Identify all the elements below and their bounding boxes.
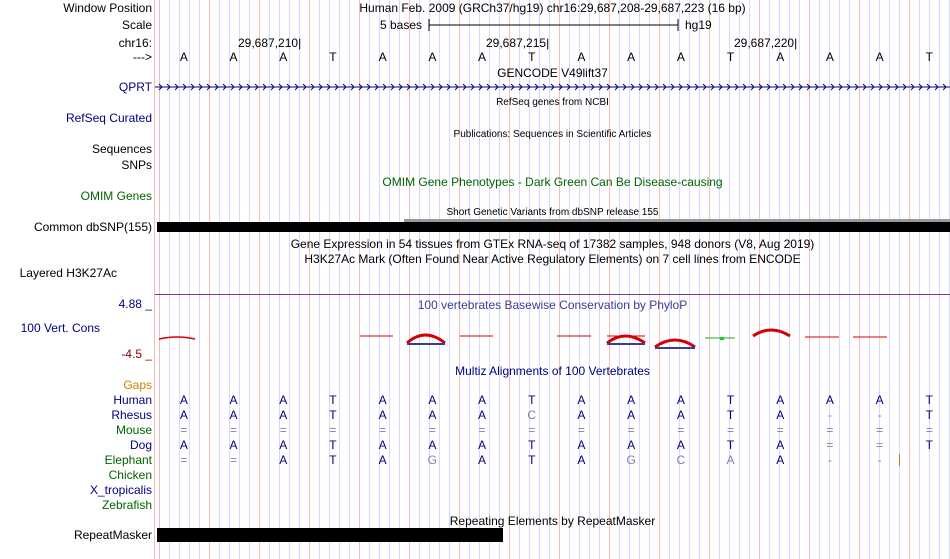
chrom-label: chr16:: [118, 36, 152, 50]
reference-base: A: [179, 50, 188, 64]
phylop-track-title: 100 vertebrates Basewise Conservation by PhyloP: [417, 298, 688, 312]
scale-bases-label: 5 bases: [380, 18, 423, 32]
alignment-base: A: [875, 393, 884, 407]
alignment-base: A: [478, 453, 487, 467]
h3k27ac-baseline: [155, 294, 950, 295]
alignment-base: A: [378, 453, 387, 467]
reference-base: A: [875, 50, 884, 64]
alignment-base: T: [528, 438, 536, 452]
alignment-base: A: [428, 438, 437, 452]
gtex-track-title: Gene Expression in 54 tissues from GTEx RNA-seq of 17382 samples, 948 donors (V8, Aug 2019): [290, 237, 815, 251]
alignment-base: =: [528, 423, 536, 437]
phylop-track-label[interactable]: 100 Vert. Cons: [20, 321, 100, 335]
species-label-rhesus[interactable]: Rhesus: [111, 408, 152, 422]
alignment-base: =: [826, 438, 834, 452]
alignment-base: T: [726, 393, 735, 407]
alignment-base: =: [379, 423, 387, 437]
alignment-base: T: [925, 408, 934, 422]
alignment-base: A: [676, 393, 685, 407]
alignment-base: =: [478, 423, 486, 437]
reference-base: A: [676, 50, 685, 64]
alignment-base: A: [776, 438, 785, 452]
alignment-base: A: [676, 438, 685, 452]
alignment-base: =: [677, 423, 685, 437]
alignment-base: -: [877, 408, 882, 422]
alignment-base: A: [179, 408, 188, 422]
alignment-base: T: [528, 393, 536, 407]
qprt-gene-feature[interactable]: [155, 80, 950, 94]
reference-base: A: [229, 50, 238, 64]
species-label-dog[interactable]: Dog: [129, 438, 152, 452]
gencode-track-title: GENCODE V49lift37: [497, 66, 608, 80]
refseq-track-label[interactable]: RefSeq Curated: [65, 111, 152, 125]
alignment-base: =: [428, 423, 436, 437]
species-label-elephant[interactable]: Elephant: [104, 453, 152, 467]
alignment-base: A: [627, 408, 636, 422]
alignment-base: A: [478, 408, 487, 422]
reference-base: A: [627, 50, 636, 64]
alignment-base: =: [180, 423, 188, 437]
alignment-base: =: [727, 423, 735, 437]
track-labels-column: [0, 0, 152, 559]
alignment-base: T: [329, 453, 337, 467]
reference-base: A: [776, 50, 785, 64]
alignment-base: A: [279, 453, 288, 467]
phylop-min-label: -4.5 _: [121, 347, 152, 361]
publications-track-title: Publications: Sequences in Scientific Articles: [453, 129, 652, 140]
omim-track-title: OMIM Gene Phenotypes - Dark Green Can Be Disease-causing: [382, 175, 723, 189]
alignment-base: T: [925, 438, 934, 452]
alignment-base: A: [428, 393, 437, 407]
alignment-base: T: [726, 408, 735, 422]
alignment-base: =: [180, 453, 188, 467]
reference-base: A: [577, 50, 586, 64]
alignment-base: T: [726, 438, 735, 452]
alignment-base: A: [229, 438, 238, 452]
alignment-base: -: [877, 453, 882, 467]
alignment-base: =: [627, 423, 635, 437]
repeatmasker-element[interactable]: [157, 528, 503, 542]
alignment-base: A: [577, 393, 586, 407]
dbsnp-variant-bar-alt[interactable]: [404, 219, 950, 222]
alignment-base: =: [279, 423, 287, 437]
gaps-label: Gaps: [123, 378, 152, 392]
phylop-max-label: 4.88 _: [118, 297, 152, 311]
h3k27ac-track-label[interactable]: Layered H3K27Ac: [19, 266, 117, 280]
alignment-base: A: [279, 438, 288, 452]
alignment-base: A: [279, 408, 288, 422]
elephant-insertion-marker: [899, 454, 900, 466]
alignment-base: A: [676, 408, 685, 422]
strand-arrow-label: --->: [133, 50, 152, 64]
alignment-base: =: [876, 423, 884, 437]
alignment-base: =: [925, 423, 933, 437]
sequences-track-label[interactable]: Sequences: [91, 142, 152, 156]
alignment-base: =: [826, 423, 834, 437]
alignment-base: A: [229, 393, 238, 407]
track-area[interactable]: [155, 0, 950, 559]
repeatmasker-track-label[interactable]: RepeatMasker: [73, 528, 152, 542]
position-tick-2: 29,687,215|: [486, 36, 550, 50]
alignment-base: A: [179, 393, 188, 407]
alignment-base: C: [527, 408, 537, 422]
dbsnp-track-title: Short Genetic Variants from dbSNP release 155: [446, 207, 659, 218]
alignment-base: A: [726, 453, 735, 467]
multiz-track-title: Multiz Alignments of 100 Vertebrates: [455, 364, 650, 378]
dbsnp-track-label[interactable]: Common dbSNP(155): [33, 220, 152, 234]
alignment-base: =: [230, 423, 238, 437]
snps-track-label[interactable]: SNPs: [121, 158, 152, 172]
reference-base: T: [528, 50, 536, 64]
alignment-base: T: [925, 393, 934, 407]
species-label-x_tropicalis[interactable]: X_tropicalis: [89, 483, 152, 497]
qprt-track-label[interactable]: QPRT: [118, 80, 152, 94]
alignment-base: C: [676, 453, 686, 467]
species-label-zebrafish[interactable]: Zebrafish: [101, 498, 152, 512]
reference-base: T: [726, 50, 735, 64]
alignment-base: A: [279, 393, 288, 407]
alignment-base: A: [627, 438, 636, 452]
species-label-human[interactable]: Human: [113, 393, 152, 407]
alignment-base: =: [329, 423, 337, 437]
h3k27ac-track-title: H3K27Ac Mark (Often Found Near Active Regulatory Elements) on 7 cell lines from ENCODE: [304, 252, 801, 266]
alignment-base: =: [776, 423, 784, 437]
reference-base: A: [478, 50, 487, 64]
scale-label: Scale: [121, 18, 152, 32]
alignment-base: A: [378, 408, 387, 422]
alignment-base: A: [577, 438, 586, 452]
reference-base: A: [428, 50, 437, 64]
alignment-base: A: [478, 393, 487, 407]
repeatmasker-track-title: Repeating Elements by RepeatMasker: [449, 514, 656, 528]
window-position-value: Human Feb. 2009 (GRCh37/hg19) chr16:29,687,208-29,687,223 (16 bp): [359, 1, 746, 15]
position-tick-3: 29,687,220|: [734, 36, 798, 50]
phylop-conservation-plot[interactable]: [155, 326, 950, 354]
dbsnp-variant-bar[interactable]: [157, 222, 950, 232]
alignment-base: =: [876, 438, 884, 452]
alignment-base: =: [230, 453, 238, 467]
alignment-base: A: [179, 438, 188, 452]
alignment-base: A: [229, 408, 238, 422]
position-tick-1: 29,687,210|: [238, 36, 302, 50]
alignment-base: A: [776, 393, 785, 407]
species-label-chicken[interactable]: Chicken: [108, 468, 152, 482]
alignment-base: G: [427, 453, 438, 467]
alignment-base: A: [776, 408, 785, 422]
alignment-base: A: [378, 438, 387, 452]
alignment-base: T: [329, 393, 337, 407]
alignment-base: T: [329, 408, 337, 422]
reference-base: A: [378, 50, 387, 64]
alignment-base: A: [478, 438, 487, 452]
refseq-track-title: RefSeq genes from NCBI: [496, 97, 609, 108]
alignment-base: A: [776, 453, 785, 467]
alignment-base: A: [825, 393, 834, 407]
alignment-base: T: [528, 453, 536, 467]
window-position-label: Window Position: [63, 1, 152, 15]
reference-base: T: [329, 50, 337, 64]
alignment-base: A: [378, 393, 387, 407]
alignment-base: A: [577, 408, 586, 422]
alignment-base: G: [626, 453, 636, 467]
alignment-base: T: [329, 438, 337, 452]
alignment-base: A: [577, 453, 586, 467]
scale-bar: [428, 17, 680, 33]
alignment-base: A: [428, 408, 437, 422]
scale-assembly-label: hg19: [685, 18, 712, 32]
alignment-base: =: [577, 423, 585, 437]
alignment-base: -: [827, 408, 832, 422]
reference-base: A: [825, 50, 834, 64]
omim-track-label[interactable]: OMIM Genes: [80, 189, 152, 203]
alignment-base: -: [827, 453, 832, 467]
alignment-base: A: [627, 393, 636, 407]
reference-base: T: [925, 50, 934, 64]
species-label-mouse[interactable]: Mouse: [115, 423, 152, 437]
reference-base: A: [279, 50, 288, 64]
